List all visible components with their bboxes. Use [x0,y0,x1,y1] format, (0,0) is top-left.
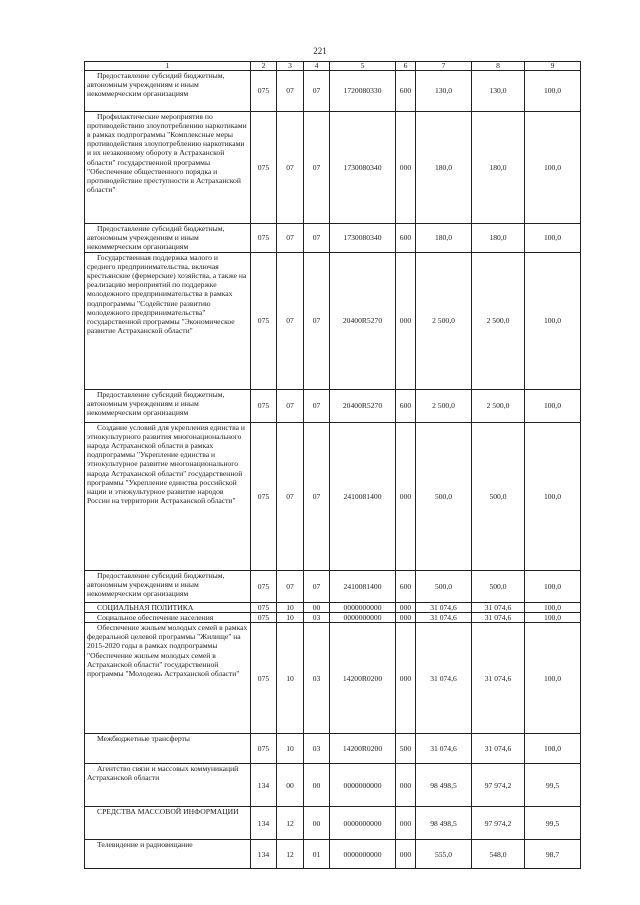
cell-c5: 0000000000 [330,603,396,613]
cell-c5: 1730080340 [330,112,396,224]
cell-c2: 075 [251,71,277,112]
table-row [85,224,581,253]
row-description-text: Предоставление субсидий бюджетным, автономным учреждениям и иным некоммерческим организациям [87,71,225,99]
cell-c8: 2 500,0 [472,390,525,423]
table-row [85,253,581,390]
cell-c7: 555,0 [416,840,472,869]
cell-c2: 075 [251,623,277,734]
cell-c6: 600 [396,71,416,112]
cell-c3: 10 [277,734,304,764]
column-header: 8 [472,62,525,71]
cell-c8: 500,0 [472,571,525,603]
cell-c6: 000 [396,840,416,869]
table-row [85,423,581,571]
cell-c6: 600 [396,390,416,423]
cell-c5: 0000000000 [330,613,396,623]
table-row [85,734,581,764]
cell-c8: 31 074,6 [472,613,525,623]
row-description-text: Создание условий для укрепления единства и этнокультурного развития многонационального народа Астраханской области в рамках подпрограммы "Укрепление единства и этнокультурное развитие многонационального народа Астраханской области" государственной программы "Укрепление единства российской нации и этнокультурное развитие народов России на территории Астраханской области" [87,423,245,505]
cell-c3: 12 [277,840,304,869]
cell-c7: 180,0 [416,112,472,224]
cell-c9: 100,0 [525,390,581,423]
cell-c8: 180,0 [472,224,525,253]
cell-c8: 97 974,2 [472,807,525,840]
cell-c8: 180,0 [472,112,525,224]
table-row [85,390,581,423]
table-row [85,807,581,840]
cell-c8: 31 074,6 [472,603,525,613]
column-header: 2 [251,62,277,71]
row-description [85,603,251,613]
table-row [85,71,581,112]
cell-c4: 07 [304,423,330,571]
column-header: 3 [277,62,304,71]
cell-c5: 20400R5270 [330,253,396,390]
table-row [85,603,581,613]
cell-c4: 07 [304,571,330,603]
cell-c9: 100,0 [525,112,581,224]
row-description-text: СРЕДСТВА МАССОВОЙ ИНФОРМАЦИИ [97,807,239,817]
table-row [85,764,581,807]
cell-c7: 31 074,6 [416,613,472,623]
row-description [85,224,251,253]
table-body [85,71,581,869]
cell-c2: 075 [251,603,277,613]
column-header: 1 [85,62,251,71]
cell-c6: 000 [396,423,416,571]
row-description [85,423,251,571]
row-description [85,807,251,840]
cell-c9: 100,0 [525,253,581,390]
cell-c6: 000 [396,764,416,807]
row-description-text: Агентство связи и массовых коммуникаций Астраханской области [87,764,239,783]
row-description-text: Предоставление субсидий бюджетным, автономным учреждениям и иным некоммерческим организациям [87,224,225,252]
table-header-row [85,62,581,71]
cell-c3: 07 [277,224,304,253]
row-description-text: Государственная поддержка малого и среднего предпринимательства, включая крестьянские (фермерские) хозяйства, а также на реализацию мероприятий по поддержке молодежного предпринимательства в рамках подпрограммы "Содействие развитию молодежного предпринимательства" государственной программы "Экономическое развитие Астраханской области" [87,253,247,335]
cell-c7: 2 500,0 [416,390,472,423]
cell-c9: 100,0 [525,603,581,613]
column-header: 4 [304,62,330,71]
cell-c4: 00 [304,603,330,613]
cell-c3: 00 [277,764,304,807]
cell-c4: 03 [304,734,330,764]
row-description [85,112,251,224]
cell-c2: 075 [251,112,277,224]
cell-c5: 0000000000 [330,807,396,840]
row-description-text: Межбюджетные трансферты [97,734,190,744]
cell-c9: 100,0 [525,571,581,603]
cell-c3: 07 [277,71,304,112]
cell-c8: 31 074,6 [472,623,525,734]
cell-c8: 130,0 [472,71,525,112]
cell-c2: 075 [251,423,277,571]
cell-c9: 99,5 [525,764,581,807]
cell-c4: 07 [304,390,330,423]
cell-c4: 00 [304,807,330,840]
cell-c2: 075 [251,734,277,764]
cell-c5: 1730080340 [330,224,396,253]
cell-c4: 03 [304,613,330,623]
cell-c9: 100,0 [525,734,581,764]
cell-c8: 500,0 [472,423,525,571]
row-description [85,71,251,112]
cell-c4: 07 [304,112,330,224]
cell-c9: 98,7 [525,840,581,869]
cell-c4: 07 [304,71,330,112]
cell-c4: 00 [304,764,330,807]
cell-c2: 075 [251,571,277,603]
cell-c9: 99,5 [525,807,581,840]
cell-c6: 000 [396,112,416,224]
cell-c2: 075 [251,613,277,623]
cell-c3: 07 [277,253,304,390]
cell-c5: 20400R5270 [330,390,396,423]
cell-c9: 100,0 [525,423,581,571]
cell-c7: 98 498,5 [416,764,472,807]
table-row [85,571,581,603]
cell-c8: 31 074,6 [472,734,525,764]
cell-c2: 134 [251,840,277,869]
table-row [85,613,581,623]
cell-c3: 10 [277,603,304,613]
cell-c7: 31 074,6 [416,734,472,764]
cell-c7: 180,0 [416,224,472,253]
row-description [85,764,251,807]
cell-c9: 100,0 [525,613,581,623]
row-description-text: Профилактические мероприятия по противодействию злоупотреблению наркотиками в рамках подпрограммы "Комплексные меры противодействия злоупотреблению наркотиками и их незаконному обороту в Астраханской области" государственной программы "Обеспечение общественного порядка и противодействие преступности в Астраханской области" [87,112,247,194]
cell-c2: 134 [251,807,277,840]
row-description [85,390,251,423]
row-description [85,613,251,623]
cell-c5: 0000000000 [330,840,396,869]
cell-c3: 12 [277,807,304,840]
cell-c9: 100,0 [525,224,581,253]
row-description [85,253,251,390]
cell-c3: 10 [277,623,304,734]
cell-c3: 07 [277,112,304,224]
cell-c7: 98 498,5 [416,807,472,840]
cell-c6: 000 [396,623,416,734]
row-description [85,623,251,734]
cell-c7: 500,0 [416,571,472,603]
budget-table [84,61,581,869]
row-description-text: Предоставление субсидий бюджетным, автономным учреждениям и иным некоммерческим организациям [87,390,225,418]
row-description-text: Обеспечение жильем молодых семей в рамках федеральной целевой программы "Жилище" на 2015-2020 годы в рамках подпрограммы "Обеспечение жильем молодых семей в Астраханской области" государственной программы "Молодежь Астраханской области" [87,623,248,678]
cell-c7: 2 500,0 [416,253,472,390]
cell-c6: 600 [396,224,416,253]
cell-c5: 0000000000 [330,764,396,807]
page-number: 221 [313,46,327,56]
cell-c8: 97 974,2 [472,764,525,807]
cell-c8: 548,0 [472,840,525,869]
cell-c4: 07 [304,253,330,390]
cell-c3: 07 [277,390,304,423]
table-row [85,112,581,224]
row-description-text: Предоставление субсидий бюджетным, автономным учреждениям и иным некоммерческим организациям [87,571,225,599]
column-header: 7 [416,62,472,71]
cell-c5: 2410081400 [330,571,396,603]
table-row [85,623,581,734]
cell-c9: 100,0 [525,71,581,112]
cell-c4: 07 [304,224,330,253]
cell-c8: 2 500,0 [472,253,525,390]
cell-c6: 600 [396,571,416,603]
row-description-text: Социальное обеспечение населения [97,613,214,623]
column-header: 9 [525,62,581,71]
cell-c5: 14200R0200 [330,734,396,764]
cell-c2: 134 [251,764,277,807]
cell-c4: 03 [304,623,330,734]
row-description [85,840,251,869]
cell-c3: 10 [277,613,304,623]
cell-c7: 31 074,6 [416,603,472,613]
cell-c5: 1720080330 [330,71,396,112]
cell-c6: 000 [396,807,416,840]
column-header: 6 [396,62,416,71]
cell-c7: 31 074,6 [416,623,472,734]
cell-c6: 000 [396,603,416,613]
cell-c3: 07 [277,423,304,571]
column-header: 5 [330,62,396,71]
table-row [85,840,581,869]
cell-c2: 075 [251,224,277,253]
cell-c2: 075 [251,253,277,390]
cell-c5: 2410081400 [330,423,396,571]
cell-c6: 500 [396,734,416,764]
row-description [85,571,251,603]
cell-c6: 000 [396,253,416,390]
cell-c6: 000 [396,613,416,623]
cell-c3: 07 [277,571,304,603]
cell-c5: 14200R0200 [330,623,396,734]
row-description-text: Телевидение и радиовещание [97,840,193,850]
cell-c2: 075 [251,390,277,423]
row-description [85,734,251,764]
row-description-text: СОЦИАЛЬНАЯ ПОЛИТИКА [97,603,194,612]
cell-c4: 01 [304,840,330,869]
cell-c7: 130,0 [416,71,472,112]
cell-c9: 100,0 [525,623,581,734]
cell-c7: 500,0 [416,423,472,571]
